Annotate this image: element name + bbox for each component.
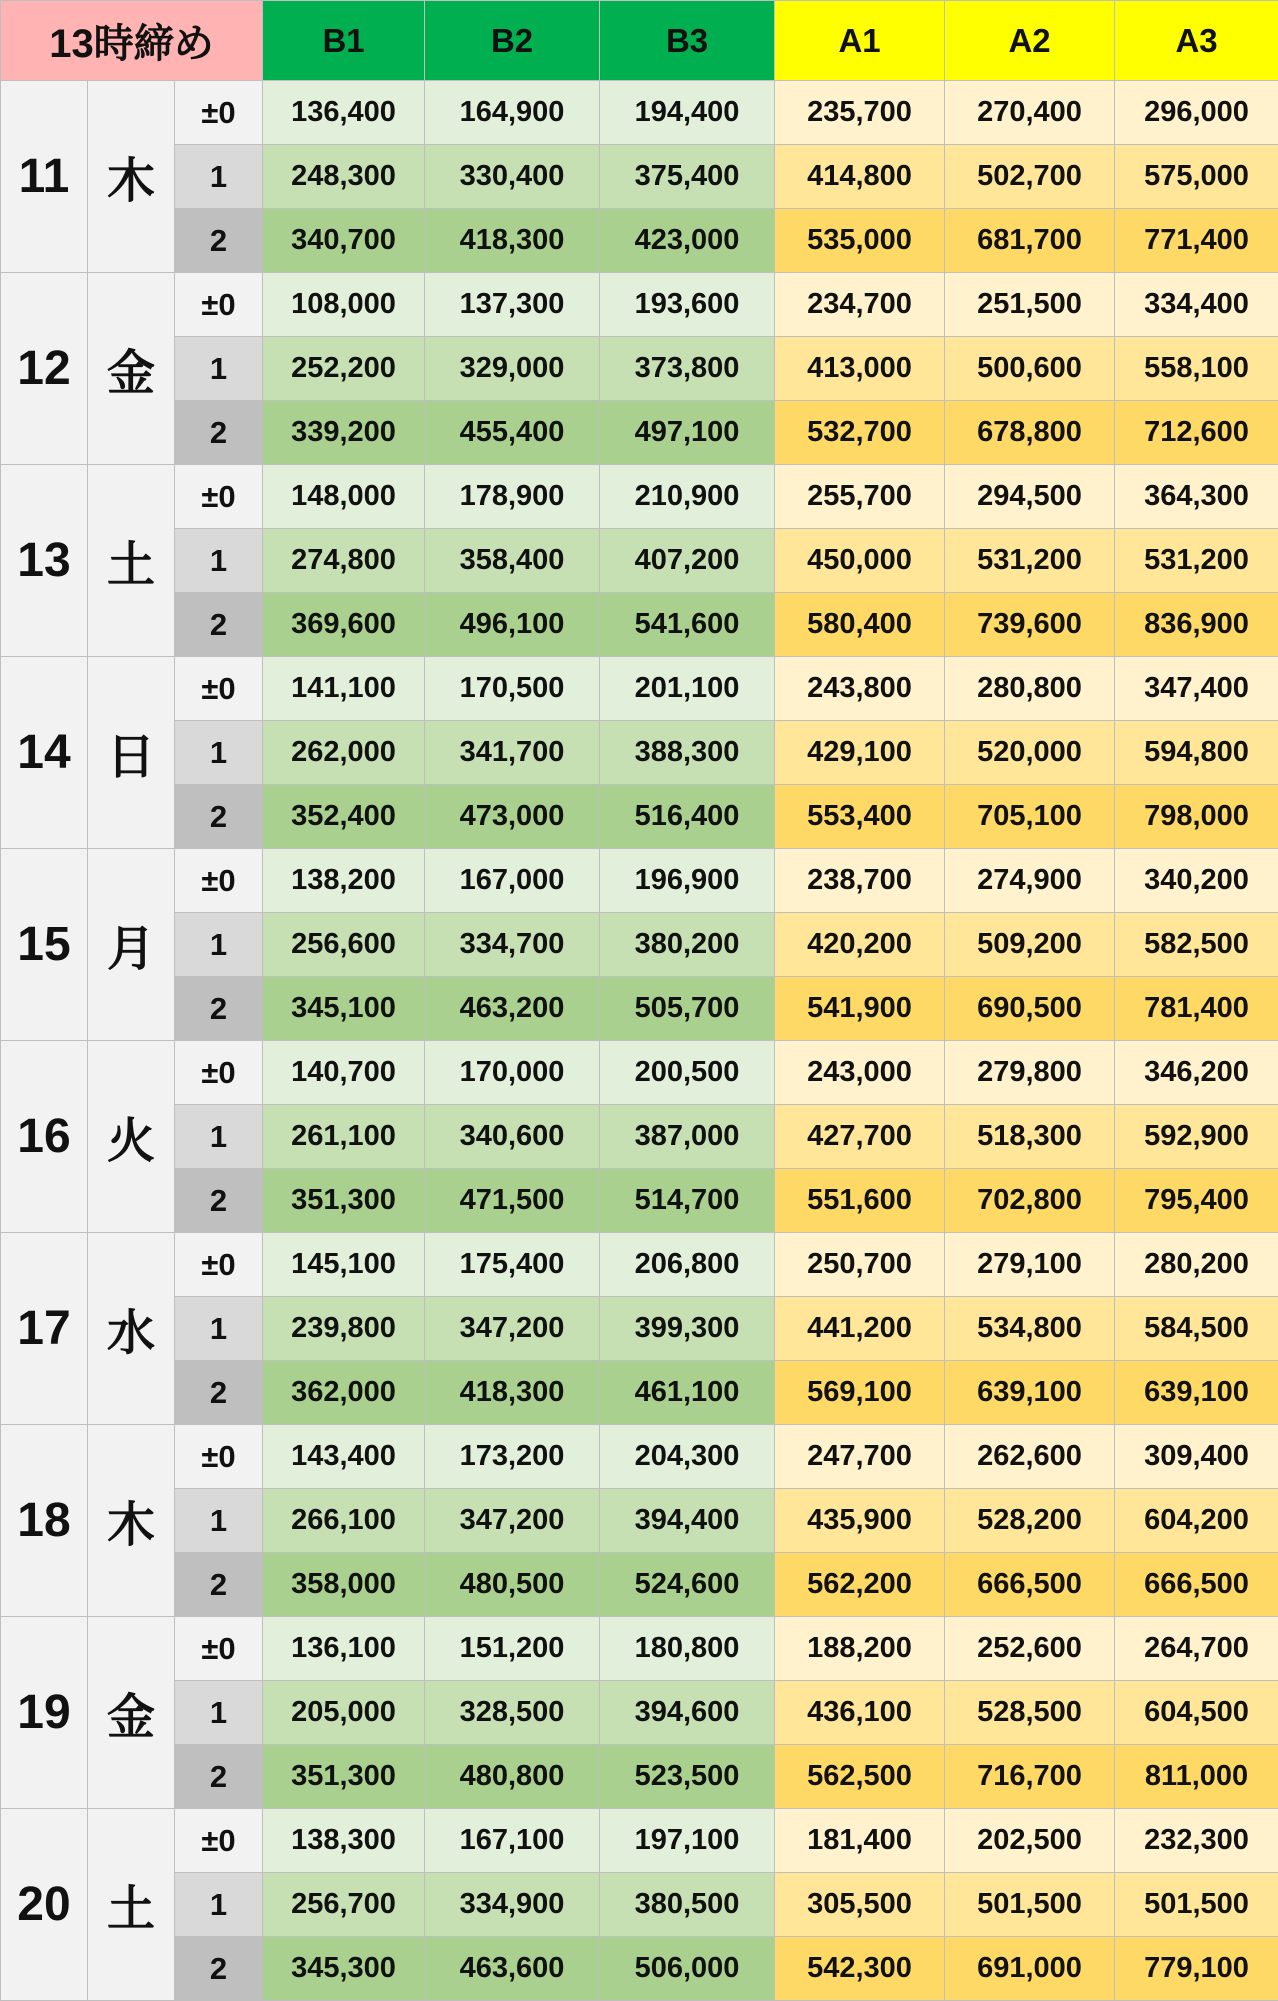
price-cell: 266,100 (263, 1489, 425, 1553)
price-cell: 341,700 (425, 721, 600, 785)
price-cell: 334,400 (1115, 273, 1278, 337)
price-cell: 509,200 (945, 913, 1115, 977)
price-cell: 252,600 (945, 1617, 1115, 1681)
level-label: 1 (175, 1681, 263, 1745)
column-header-b1: B1 (263, 1, 425, 81)
price-cell: 535,000 (775, 209, 945, 273)
table-row (1, 977, 1278, 1041)
price-cell: 562,200 (775, 1553, 945, 1617)
price-cell: 429,100 (775, 721, 945, 785)
level-label: 2 (175, 785, 263, 849)
column-header-a2: A2 (945, 1, 1115, 81)
level-label: 1 (175, 1105, 263, 1169)
price-cell: 296,000 (1115, 81, 1278, 145)
price-cell: 518,300 (945, 1105, 1115, 1169)
level-label: 2 (175, 401, 263, 465)
price-cell: 164,900 (425, 81, 600, 145)
price-cell: 238,700 (775, 849, 945, 913)
table-row (1, 1937, 1278, 2001)
price-cell: 351,300 (263, 1745, 425, 1809)
price-cell: 394,600 (600, 1681, 775, 1745)
price-cell: 340,200 (1115, 849, 1278, 913)
level-label: ±0 (175, 1233, 263, 1297)
table-row (1, 1617, 1278, 1681)
level-label: 2 (175, 1361, 263, 1425)
price-cell: 524,600 (600, 1553, 775, 1617)
price-cell: 188,200 (775, 1617, 945, 1681)
weekday: 水 (88, 1233, 175, 1425)
price-cell: 394,400 (600, 1489, 775, 1553)
table-row (1, 657, 1278, 721)
weekday: 月 (88, 849, 175, 1041)
price-cell: 251,500 (945, 273, 1115, 337)
price-cell: 594,800 (1115, 721, 1278, 785)
price-cell: 138,300 (263, 1809, 425, 1873)
price-cell: 582,500 (1115, 913, 1278, 977)
price-cell: 178,900 (425, 465, 600, 529)
price-cell: 604,200 (1115, 1489, 1278, 1553)
level-label: 2 (175, 1169, 263, 1233)
price-cell: 347,400 (1115, 657, 1278, 721)
day-number: 20 (1, 1809, 88, 2001)
price-cell: 666,500 (1115, 1553, 1278, 1617)
price-cell: 496,100 (425, 593, 600, 657)
table-row (1, 1425, 1278, 1489)
level-label: ±0 (175, 849, 263, 913)
price-cell: 520,000 (945, 721, 1115, 785)
price-cell: 423,000 (600, 209, 775, 273)
level-label: ±0 (175, 81, 263, 145)
price-cell: 681,700 (945, 209, 1115, 273)
price-cell: 702,800 (945, 1169, 1115, 1233)
level-label: 2 (175, 977, 263, 1041)
price-cell: 380,200 (600, 913, 775, 977)
price-cell: 461,100 (600, 1361, 775, 1425)
price-cell: 528,500 (945, 1681, 1115, 1745)
price-cell: 180,800 (600, 1617, 775, 1681)
price-cell: 279,100 (945, 1233, 1115, 1297)
table-row (1, 1681, 1278, 1745)
price-cell: 505,700 (600, 977, 775, 1041)
price-cell: 193,600 (600, 273, 775, 337)
price-cell: 691,000 (945, 1937, 1115, 2001)
day-number: 11 (1, 81, 88, 273)
price-cell: 592,900 (1115, 1105, 1278, 1169)
price-cell: 541,600 (600, 593, 775, 657)
price-cell: 264,700 (1115, 1617, 1278, 1681)
level-label: ±0 (175, 273, 263, 337)
price-cell: 345,100 (263, 977, 425, 1041)
price-cell: 309,400 (1115, 1425, 1278, 1489)
weekday: 金 (88, 273, 175, 465)
price-cell: 204,300 (600, 1425, 775, 1489)
price-cell: 480,800 (425, 1745, 600, 1809)
price-cell: 569,100 (775, 1361, 945, 1425)
price-cell: 779,100 (1115, 1937, 1278, 2001)
price-cell: 501,500 (945, 1873, 1115, 1937)
table-row (1, 273, 1278, 337)
price-cell: 795,400 (1115, 1169, 1278, 1233)
price-cell: 666,500 (945, 1553, 1115, 1617)
day-number: 16 (1, 1041, 88, 1233)
price-cell: 407,200 (600, 529, 775, 593)
level-label: 1 (175, 1489, 263, 1553)
table-row (1, 785, 1278, 849)
column-header-b2: B2 (425, 1, 600, 81)
table-row (1, 1297, 1278, 1361)
price-cell: 435,900 (775, 1489, 945, 1553)
price-cell: 137,300 (425, 273, 600, 337)
price-cell: 358,400 (425, 529, 600, 593)
price-cell: 580,400 (775, 593, 945, 657)
price-cell: 373,800 (600, 337, 775, 401)
table-row (1, 1169, 1278, 1233)
price-cell: 345,300 (263, 1937, 425, 2001)
price-cell: 500,600 (945, 337, 1115, 401)
price-cell: 678,800 (945, 401, 1115, 465)
price-cell: 501,500 (1115, 1873, 1278, 1937)
level-label: ±0 (175, 465, 263, 529)
price-cell: 716,700 (945, 1745, 1115, 1809)
price-cell: 262,600 (945, 1425, 1115, 1489)
price-cell: 235,700 (775, 81, 945, 145)
level-label: 1 (175, 721, 263, 785)
price-cell: 690,500 (945, 977, 1115, 1041)
price-cell: 210,900 (600, 465, 775, 529)
header-row (1, 1, 1278, 81)
price-cell: 558,100 (1115, 337, 1278, 401)
price-cell: 358,000 (263, 1553, 425, 1617)
level-label: 2 (175, 593, 263, 657)
price-cell: 471,500 (425, 1169, 600, 1233)
price-cell: 364,300 (1115, 465, 1278, 529)
price-cell: 196,900 (600, 849, 775, 913)
weekday: 土 (88, 465, 175, 657)
level-label: 2 (175, 209, 263, 273)
price-cell: 143,400 (263, 1425, 425, 1489)
price-cell: 584,500 (1115, 1297, 1278, 1361)
price-cell: 450,000 (775, 529, 945, 593)
level-label: ±0 (175, 1425, 263, 1489)
price-cell: 167,100 (425, 1809, 600, 1873)
day-number: 18 (1, 1425, 88, 1617)
price-cell: 108,000 (263, 273, 425, 337)
level-label: 2 (175, 1745, 263, 1809)
price-cell: 712,600 (1115, 401, 1278, 465)
price-cell: 279,800 (945, 1041, 1115, 1105)
price-cell: 145,100 (263, 1233, 425, 1297)
price-cell: 255,700 (775, 465, 945, 529)
price-cell: 523,500 (600, 1745, 775, 1809)
price-cell: 480,500 (425, 1553, 600, 1617)
price-cell: 811,000 (1115, 1745, 1278, 1809)
price-cell: 280,800 (945, 657, 1115, 721)
price-cell: 388,300 (600, 721, 775, 785)
table-row (1, 1745, 1278, 1809)
price-cell: 531,200 (945, 529, 1115, 593)
price-cell: 771,400 (1115, 209, 1278, 273)
price-cell: 516,400 (600, 785, 775, 849)
level-label: 1 (175, 1873, 263, 1937)
table-body (1, 81, 1278, 2001)
table-row (1, 593, 1278, 657)
price-cell: 274,800 (263, 529, 425, 593)
price-cell: 197,100 (600, 1809, 775, 1873)
price-cell: 551,600 (775, 1169, 945, 1233)
price-cell: 170,500 (425, 657, 600, 721)
price-cell: 781,400 (1115, 977, 1278, 1041)
table-row (1, 1489, 1278, 1553)
price-cell: 575,000 (1115, 145, 1278, 209)
price-cell: 334,900 (425, 1873, 600, 1937)
price-cell: 136,400 (263, 81, 425, 145)
price-cell: 339,200 (263, 401, 425, 465)
price-cell: 243,000 (775, 1041, 945, 1105)
price-cell: 739,600 (945, 593, 1115, 657)
price-cell: 329,000 (425, 337, 600, 401)
price-cell: 138,200 (263, 849, 425, 913)
price-cell: 798,000 (1115, 785, 1278, 849)
price-cell: 280,200 (1115, 1233, 1278, 1297)
price-cell: 506,000 (600, 1937, 775, 2001)
level-label: 1 (175, 145, 263, 209)
price-cell: 455,400 (425, 401, 600, 465)
level-label: 1 (175, 529, 263, 593)
price-cell: 305,500 (775, 1873, 945, 1937)
price-cell: 562,500 (775, 1745, 945, 1809)
price-cell: 340,600 (425, 1105, 600, 1169)
price-cell: 330,400 (425, 145, 600, 209)
day-number: 17 (1, 1233, 88, 1425)
price-cell: 639,100 (945, 1361, 1115, 1425)
table-row (1, 401, 1278, 465)
price-cell: 205,000 (263, 1681, 425, 1745)
price-cell: 148,000 (263, 465, 425, 529)
table-row (1, 81, 1278, 145)
price-cell: 362,000 (263, 1361, 425, 1425)
weekday: 日 (88, 657, 175, 849)
price-cell: 243,800 (775, 657, 945, 721)
price-cell: 413,000 (775, 337, 945, 401)
table-row (1, 337, 1278, 401)
price-cell: 553,400 (775, 785, 945, 849)
price-cell: 334,700 (425, 913, 600, 977)
weekday: 土 (88, 1809, 175, 2001)
weekday: 木 (88, 81, 175, 273)
price-cell: 248,300 (263, 145, 425, 209)
price-cell: 705,100 (945, 785, 1115, 849)
table-row (1, 529, 1278, 593)
price-cell: 202,500 (945, 1809, 1115, 1873)
price-cell: 418,300 (425, 209, 600, 273)
level-label: 1 (175, 337, 263, 401)
day-number: 12 (1, 273, 88, 465)
price-cell: 375,400 (600, 145, 775, 209)
price-cell: 347,200 (425, 1297, 600, 1361)
price-cell: 473,000 (425, 785, 600, 849)
price-cell: 170,000 (425, 1041, 600, 1105)
price-cell: 528,200 (945, 1489, 1115, 1553)
price-cell: 387,000 (600, 1105, 775, 1169)
level-label: ±0 (175, 1617, 263, 1681)
price-cell: 399,300 (600, 1297, 775, 1361)
price-cell: 420,200 (775, 913, 945, 977)
price-cell: 256,600 (263, 913, 425, 977)
table-row (1, 209, 1278, 273)
level-label: 2 (175, 1937, 263, 2001)
price-cell: 234,700 (775, 273, 945, 337)
price-cell: 136,100 (263, 1617, 425, 1681)
price-cell: 270,400 (945, 81, 1115, 145)
table-row (1, 465, 1278, 529)
price-cell: 604,500 (1115, 1681, 1278, 1745)
price-cell: 167,000 (425, 849, 600, 913)
day-number: 14 (1, 657, 88, 849)
weekday: 火 (88, 1041, 175, 1233)
weekday: 金 (88, 1617, 175, 1809)
price-cell: 346,200 (1115, 1041, 1278, 1105)
price-cell: 175,400 (425, 1233, 600, 1297)
price-cell: 369,600 (263, 593, 425, 657)
table-row (1, 1233, 1278, 1297)
price-cell: 542,300 (775, 1937, 945, 2001)
price-cell: 418,300 (425, 1361, 600, 1425)
table-row (1, 849, 1278, 913)
day-number: 15 (1, 849, 88, 1041)
price-cell: 441,200 (775, 1297, 945, 1361)
table-row (1, 145, 1278, 209)
price-cell: 340,700 (263, 209, 425, 273)
price-cell: 247,700 (775, 1425, 945, 1489)
day-number: 19 (1, 1617, 88, 1809)
price-cell: 351,300 (263, 1169, 425, 1233)
column-header-b3: B3 (600, 1, 775, 81)
level-label: 1 (175, 1297, 263, 1361)
price-cell: 497,100 (600, 401, 775, 465)
table-row (1, 1809, 1278, 1873)
column-header-a1: A1 (775, 1, 945, 81)
table-row (1, 1041, 1278, 1105)
price-cell: 534,800 (945, 1297, 1115, 1361)
price-cell: 352,400 (263, 785, 425, 849)
price-cell: 328,500 (425, 1681, 600, 1745)
level-label: ±0 (175, 1809, 263, 1873)
table-row (1, 1361, 1278, 1425)
price-cell: 201,100 (600, 657, 775, 721)
price-cell: 274,900 (945, 849, 1115, 913)
price-cell: 206,800 (600, 1233, 775, 1297)
price-cell: 261,100 (263, 1105, 425, 1169)
price-cell: 140,700 (263, 1041, 425, 1105)
price-cell: 151,200 (425, 1617, 600, 1681)
price-cell: 232,300 (1115, 1809, 1278, 1873)
price-cell: 256,700 (263, 1873, 425, 1937)
level-label: 1 (175, 913, 263, 977)
price-cell: 252,200 (263, 337, 425, 401)
level-label: 2 (175, 1553, 263, 1617)
table-title: 13時締め (1, 1, 263, 81)
price-cell: 427,700 (775, 1105, 945, 1169)
price-cell: 532,700 (775, 401, 945, 465)
level-label: ±0 (175, 1041, 263, 1105)
price-cell: 250,700 (775, 1233, 945, 1297)
column-header-a3: A3 (1115, 1, 1278, 81)
weekday: 木 (88, 1425, 175, 1617)
price-cell: 239,800 (263, 1297, 425, 1361)
price-cell: 463,600 (425, 1937, 600, 2001)
day-number: 13 (1, 465, 88, 657)
table-row (1, 913, 1278, 977)
price-cell: 294,500 (945, 465, 1115, 529)
table-row (1, 1105, 1278, 1169)
price-cell: 414,800 (775, 145, 945, 209)
price-cell: 200,500 (600, 1041, 775, 1105)
price-cell: 194,400 (600, 81, 775, 145)
price-cell: 541,900 (775, 977, 945, 1041)
level-label: ±0 (175, 657, 263, 721)
price-cell: 463,200 (425, 977, 600, 1041)
price-cell: 639,100 (1115, 1361, 1278, 1425)
price-cell: 380,500 (600, 1873, 775, 1937)
price-cell: 514,700 (600, 1169, 775, 1233)
price-cell: 347,200 (425, 1489, 600, 1553)
table-row (1, 1873, 1278, 1937)
price-cell: 262,000 (263, 721, 425, 785)
price-cell: 141,100 (263, 657, 425, 721)
table-row (1, 1553, 1278, 1617)
price-cell: 531,200 (1115, 529, 1278, 593)
table-row (1, 721, 1278, 785)
price-cell: 502,700 (945, 145, 1115, 209)
price-cell: 181,400 (775, 1809, 945, 1873)
price-cell: 836,900 (1115, 593, 1278, 657)
price-cell: 173,200 (425, 1425, 600, 1489)
price-cell: 436,100 (775, 1681, 945, 1745)
